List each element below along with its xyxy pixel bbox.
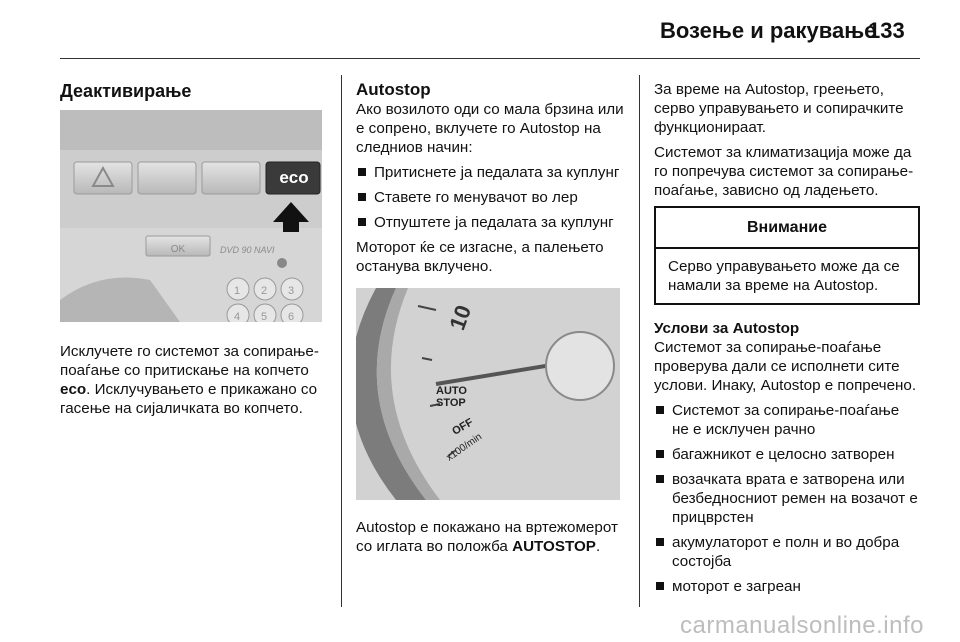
deactivation-paragraph [60,342,326,418]
tacho-mark-10: 10 [444,301,477,334]
preset-key-2: 2 [261,285,268,297]
tachometer-figure [356,288,620,500]
section-heading-deactivation: Деактивирање [60,81,192,101]
tachometer-caption [356,518,626,556]
autostop-functions-paragraph: За време на Autostop, греењето, серво управувањето и сопирачките функционираат. [654,81,904,136]
notice-text: Серво управувањето може да се намали за време на Autostop. [668,258,900,294]
autostop-step-3: Отпуштете ја педалата за куплунг [356,213,626,232]
conditions-heading: Услови за Autostop [654,320,800,337]
autostop-result: Моторот ќе се изгасне, а палењето останува вклучено. [356,239,604,275]
section-heading-autostop: Autostop [356,80,431,99]
column-divider-1 [341,75,342,607]
column-divider-2 [639,75,640,607]
eco-button-figure [60,110,322,322]
preset-key-1: 1 [234,285,241,297]
header-rule [60,58,920,59]
deactivation-text-a: Исклучете го системот за сопирање-поаѓање со притискање на копчето [60,343,319,379]
climate-paragraph: Системот за климатизација може да го попречува системот за сопирање-поаѓање, зависно од ладењето. [654,144,914,199]
preset-key-6: 6 [288,311,295,322]
autostop-step-1: Притиснете ја педалата за куплунг [356,163,626,182]
autostop-step-2: Ставете го менувачот во лер [356,188,626,207]
column-1 [60,80,326,424]
radio-model-label: DVD 90 NAVI [220,245,275,255]
condition-item: возачката врата е затворена или безбедносниот ремен на возачот е прицврстен [654,470,920,527]
running-header-title: Возење и ракување [660,18,877,43]
footer-watermark: carmanualsonline.info [680,612,924,639]
eco-button-label: eco [279,168,309,187]
eco-button-illustration [60,110,322,322]
conditions-list [654,401,920,596]
notice-box [654,206,920,305]
notice-title: Внимание [656,208,918,249]
caption-autostop-label: AUTOSTOP [512,538,596,555]
condition-item: Системот за сопирање-поаѓање не е исклучен рачно [654,401,920,439]
preset-key-5: 5 [261,311,268,322]
tacho-label-auto: AUTO [436,385,467,397]
caption-text-a: Autostop е покажано на вртежомерот со иглата во положба [356,519,618,555]
preset-key-3: 3 [288,285,295,297]
column-3 [654,80,920,602]
caption-text-c: . [595,538,601,555]
deactivation-text-b: . Исклучувањето е прикажано со гасење на сијаличката во копчето. [60,381,318,417]
conditions-intro: Системот за сопирање-поаѓање проверува дали се исполнети сите услови. Инаку, Autostop е попречено. [654,339,917,394]
condition-item: моторот е загреан [654,577,920,596]
tacho-unit: x100/min [444,431,485,464]
tacho-label-off: OFF [450,416,476,438]
ok-button-label: OK [170,244,186,255]
column-2 [356,80,626,562]
condition-item: багажникот е целосно затворен [654,445,920,464]
condition-item: акумулаторот е полн и во добра состојба [654,533,920,571]
preset-key-4: 4 [234,311,241,322]
autostop-steps-list [356,163,626,232]
autostop-intro: Ако возилото оди со мала брзина или е сопрено, вклучете го Autostop на следниов начин: [356,101,624,156]
tachometer-illustration [356,288,620,500]
tacho-label-stop: STOP [436,397,466,409]
eco-inline-label: eco [60,381,87,398]
page-number: 133 [868,18,905,43]
